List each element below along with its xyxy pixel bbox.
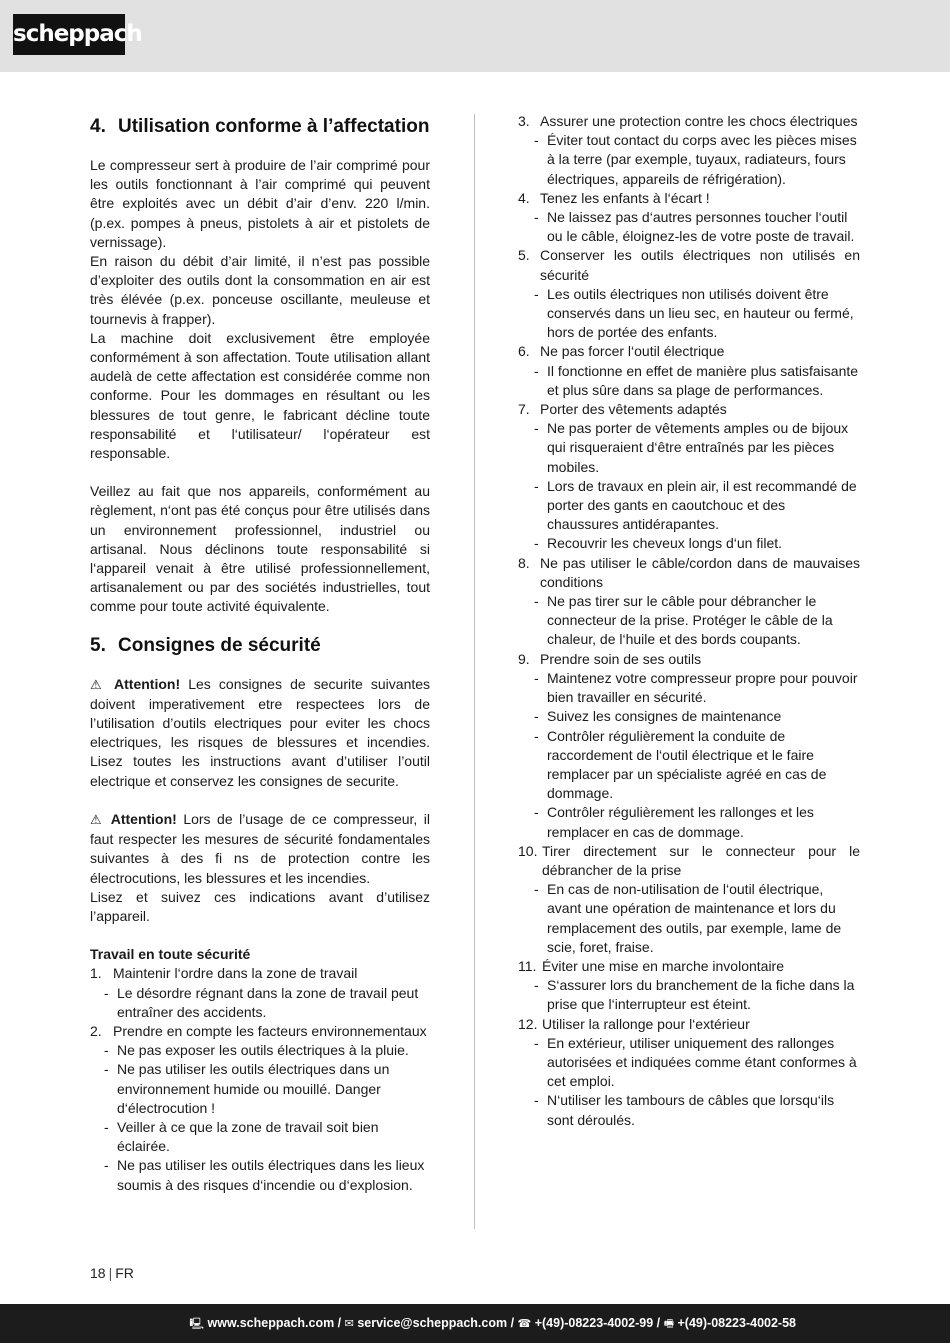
list-item: 2. Prendre en compte les facteurs environnementaux [90, 1022, 427, 1039]
mail-icon: ✉ [344, 1317, 354, 1330]
sub-list-item: - N‘utiliser les tambours de câbles que lorsqu‘ils sont déroulés. [534, 1092, 835, 1128]
subsection-title: Travail en toute sécurité [90, 946, 251, 963]
website-link[interactable]: www.scheppach.com [207, 1316, 335, 1330]
list-item: 9. Prendre soin de ses outils [518, 650, 702, 667]
phone-number: +(49)-08223-4002-99 [534, 1316, 654, 1330]
section-4-heading: 4. Utilisation conforme à l’affectation [90, 116, 430, 137]
sub-list-item: - Contrôler régulièrement la conduite de raccordement de l‘outil électrique et le faire remplacer par un spécialiste agréé en cas de dommage. [534, 727, 827, 802]
list-item: 11. Éviter une mise en marche involontaire [518, 957, 785, 974]
sub-list-item: - Contrôler régulièrement les rallonges et les remplacer en cas de dommage. [534, 804, 814, 840]
fax-number: +(49)-08223-4002-58 [677, 1316, 796, 1330]
sub-list-item: - Ne pas exposer les outils électriques à la pluie. [104, 1042, 409, 1059]
list-item: 8. Ne pas utiliser le câble/cordon dans de mauvaises conditions [518, 554, 860, 590]
sub-list-item: - Il fonctionne en effet de manière plus satisfaisante et plus sûre dans sa plage de performances. [534, 362, 859, 398]
warning-paragraph: ⚠ Attention! Lors de l’usage de ce compresseur, il faut respecter les mesures de sécurité fondamentales suivantes à des fi ns de protection contre les électrocutions, les blessures et les incendies. [90, 810, 430, 886]
sub-list-item: - En cas de non-utilisation de l‘outil électrique, avant une opération de maintenance et lors du remplacement des outils, par exemple, lame de scie, foret, fraise. [534, 881, 842, 955]
brand-logo: scheppach [13, 14, 125, 55]
top-header-bar [0, 0, 950, 72]
sub-list-item: - Recouvrir les cheveux longs d‘un filet. [534, 535, 783, 552]
paragraph: La machine doit exclusivement être employée conformément à son affectation. Toute utilisation allant audelà de cette affectation est considérée comme non conforme. Pour les dommages en résultant ou les blessures de tout genre, le fabricant décline toute responsabilité et l‘utilisateur/ l‘opérateur est responsable. [90, 329, 430, 462]
fax-icon: 🖷 [663, 1317, 675, 1330]
sub-list-item: - Suivez les consignes de maintenance [534, 708, 782, 725]
sub-list-item: - Maintenez votre compresseur propre pour pouvoir bien travailler en sécurité. [534, 669, 858, 706]
right-column [518, 112, 860, 1130]
sub-list-item: - Éviter tout contact du corps avec les pièces mises à la terre (par exemple, tuyaux, radiateurs, fours électriques, appareils de réfrigération). [534, 132, 857, 187]
section-5-heading: 5. Consignes de sécurité [90, 634, 321, 656]
paragraph: Lisez et suivez ces indications avant d’utilisez l’appareil. [90, 888, 430, 924]
phone-icon: ☎ [517, 1317, 532, 1330]
list-item: 4. Tenez les enfants à l‘écart ! [518, 189, 710, 206]
list-item: 12. Utiliser la rallonge pour l‘extérieur [518, 1015, 750, 1032]
list-item: 1. Maintenir l‘ordre dans la zone de travail [90, 965, 358, 982]
column-divider [474, 114, 475, 1229]
list-item: 6. Ne pas forcer l‘outil électrique [518, 343, 725, 360]
sub-list-item: - Lors de travaux en plein air, il est recommandé de porter des gants en caoutchouc et des chaussures antidérapantes. [534, 477, 857, 533]
sub-list-item: - Ne pas porter de vêtements amples ou de bijoux qui risqueraient d‘être entraînés par les pièces mobiles. [534, 420, 849, 475]
page-number: 18 | FR [90, 1265, 134, 1281]
sub-list-item: - Ne pas tirer sur le câble pour débrancher le connecteur de la prise. Protéger le câble de la chaleur, de l‘huile et des bords coupants. [534, 593, 833, 648]
sub-list-item: - Le désordre régnant dans la zone de travail peut entraîner des accidents. [104, 984, 419, 1020]
contact-bar: 🖳 www.scheppach.com / ✉ service@scheppach.com / ☎ +(49)-08223-4002-99 / 🖷 +(49)-08223-4002-58 [0, 1304, 950, 1343]
warning-icon: ⚠ [90, 677, 106, 693]
list-item: 10. Tirer directement sur le connecteur pour le débrancher de la prise [518, 842, 860, 878]
paragraph: Le compresseur sert à produire de l’air comprimé pour les outils fonctionnant à l’air comprimé qui peuvent être exploités avec un débit d’air d’env. 220 l/min. (p.ex. pompes à pneus, pistolets à air et pistolets de vernissage). [90, 157, 430, 250]
sub-list-item: - Ne laissez pas d‘autres personnes toucher l‘outil ou le câble, éloignez-les de votre poste de travail. [534, 209, 855, 245]
email-link[interactable]: service@scheppach.com [357, 1316, 508, 1330]
list-item: 3. Assurer une protection contre les chocs électriques [518, 113, 858, 129]
left-column [90, 112, 430, 1195]
list-item: 5. Conserver les outils électriques non utilisés en sécurité [518, 247, 860, 283]
sub-list-item: - Veiller à ce que la zone de travail soit bien éclairée. [104, 1118, 379, 1155]
list-item: 7. Porter des vêtements adaptés [518, 401, 727, 418]
computer-icon: 🖳 [189, 1317, 205, 1330]
sub-list-item: - Les outils électriques non utilisés doivent être conservés dans un lieu sec, en hauteur ou fermé, hors de portée des enfants. [534, 285, 854, 341]
sub-list-item: - En extérieur, utiliser uniquement des rallonges autorisées et indiquées comme étant conformes à cet emploi. [534, 1034, 857, 1090]
sub-list-item: - Ne pas utiliser les outils électriques dans un environnement humide ou mouillé. Danger d‘électrocution ! [104, 1061, 390, 1116]
paragraph: En raison du débit d’air limité, il n’est pas possible d’exploiter des outils dont la consommation en air est très élévée (p.ex. ponceuse oscillante, meuleuse et tournevis à frapper). [90, 253, 430, 327]
sub-list-item: - S‘assurer lors du branchement de la fiche dans la prise que l‘interrupteur est éteint. [534, 977, 855, 1013]
warning-icon: ⚠ [90, 812, 105, 828]
paragraph: Veillez au fait que nos appareils, conformément au règlement, n‘ont pas été conçus pour être utilisés dans un environnement professionnel, industriel ou artisanal. Nous déclinons toute responsabilité si l‘appareil venait à être utilisé professionnellement, artisanalement ou par des sociétés industrielles, tout comme pour toute activité équivalente. [90, 483, 430, 615]
sub-list-item: - Ne pas utiliser les outils électriques dans les lieux soumis à des risques d‘incendie ou d‘explosion. [104, 1157, 425, 1193]
warning-paragraph: ⚠ Attention! Les consignes de securite suivantes doivent imperativement etre respectees lors de l’utilisation d’outils electriques pour eviter les chocs electriques, les risques de blessures et incendies. Lisez toutes les instructions avant d’utiliser l’outil electrique et conservez les consignes de securite. [90, 675, 431, 789]
